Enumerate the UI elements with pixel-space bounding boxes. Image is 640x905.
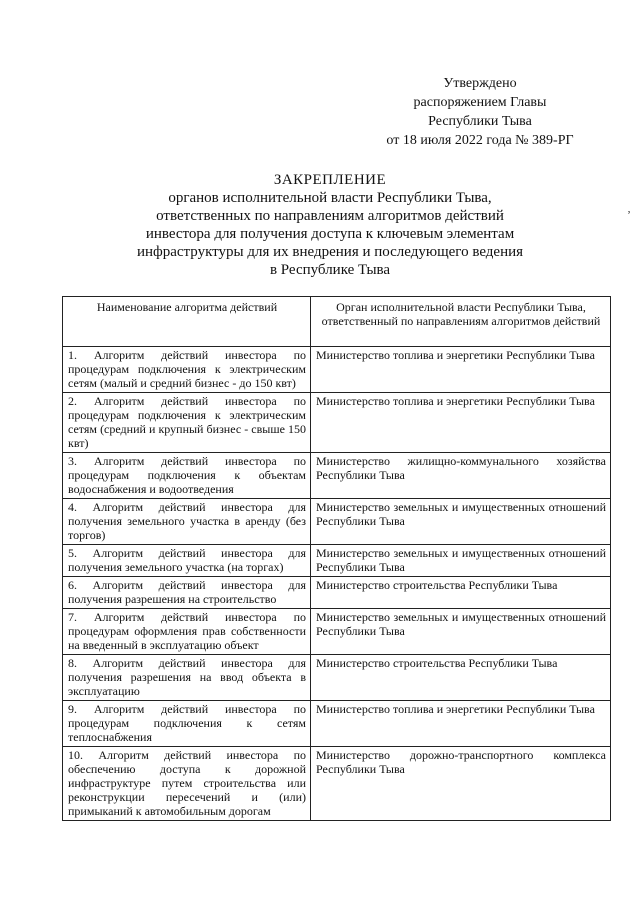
table-header-row: [63, 297, 611, 347]
algorithm-cell: 2. Алгоритм действий инвестора по процедурам подключения к электрическим сетям (средний и крупный бизнес - свыше 150 квт): [63, 393, 311, 453]
algorithm-cell: 1. Алгоритм действий инвестора по процедурам подключения к электрическим сетям (малый и средний бизнес - до 150 квт): [63, 347, 311, 393]
approval-line: распоряжением Главы: [413, 95, 547, 110]
authority-cell: Министерство топлива и энергетики Республики Тыва: [311, 347, 611, 393]
approval-line: Республики Тыва: [428, 114, 532, 129]
algorithm-cell: 9. Алгоритм действий инвестора по процедурам подключения к сетям теплоснабжения: [63, 701, 311, 747]
table-row: [63, 545, 611, 577]
margin-mark: ‚: [627, 201, 631, 215]
algorithm-cell: 4. Алгоритм действий инвестора для получения земельного участка в аренду (без торгов): [63, 499, 311, 545]
algorithm-cell: 10. Алгоритм действий инвестора по обеспечению доступа к дорожной инфраструктуре путем строительства или реконструкции пересечений и (или) примыканий к автомобильным дорогам: [63, 747, 311, 821]
table-row: [63, 655, 611, 701]
heading-line: органов исполнительной власти Республики Тыва,: [168, 190, 492, 206]
table-row: [63, 609, 611, 655]
algorithm-cell: 6. Алгоритм действий инвестора для получения разрешения на строительство: [63, 577, 311, 609]
document-title: ЗАКРЕПЛЕНИЕ: [273, 172, 387, 188]
heading-line: ответственных по направлениям алгоритмов действий: [156, 208, 504, 224]
approval-stamp: [360, 74, 600, 150]
assignment-table: [62, 296, 611, 821]
table-row: [63, 499, 611, 545]
authority-cell: Министерство жилищно-коммунального хозяйства Республики Тыва: [311, 453, 611, 499]
authority-cell: Министерство дорожно-транспортного комплекса Республики Тыва: [311, 747, 611, 821]
heading-line: в Республике Тыва: [269, 262, 391, 278]
table-row: [63, 747, 611, 821]
heading-line: инвестора для получения доступа к ключевым элементам: [145, 226, 515, 242]
authority-cell: Министерство земельных и имущественных отношений Республики Тыва: [311, 609, 611, 655]
algorithm-cell: 3. Алгоритм действий инвестора по процедурам подключения к объектам водоснабжения и водоотведения: [63, 453, 311, 499]
algorithm-cell: 7. Алгоритм действий инвестора по процедурам оформления прав собственности на введенный в эксплуатацию объект: [63, 609, 311, 655]
authority-cell: Министерство земельных и имущественных отношений Республики Тыва: [311, 499, 611, 545]
authority-cell: Министерство топлива и энергетики Республики Тыва: [311, 701, 611, 747]
table-row: [63, 393, 611, 453]
authority-cell: Министерство строительства Республики Тыва: [311, 577, 611, 609]
approval-date-number: от 18 июля 2022 года № 389-РГ: [386, 133, 574, 148]
header-algorithm-name: Наименование алгоритма действий: [63, 297, 311, 347]
approval-line: Утверждено: [443, 76, 517, 91]
table-row: [63, 347, 611, 393]
authority-cell: Министерство земельных и имущественных отношений Республики Тыва: [311, 545, 611, 577]
header-responsible-body: Орган исполнительной власти Республики Тыва, ответственный по направлениям алгоритмов действий: [311, 297, 611, 347]
table-row: [63, 453, 611, 499]
authority-cell: Министерство строительства Республики Тыва: [311, 655, 611, 701]
algorithm-cell: 5. Алгоритм действий инвестора для получения земельного участка (на торгах): [63, 545, 311, 577]
authority-cell: Министерство топлива и энергетики Республики Тыва: [311, 393, 611, 453]
table-row: [63, 701, 611, 747]
algorithm-cell: 8. Алгоритм действий инвестора для получения разрешения на ввод объекта в эксплуатацию: [63, 655, 311, 701]
table-row: [63, 577, 611, 609]
heading-line: инфраструктуры для их внедрения и последующего ведения: [136, 244, 524, 260]
document-heading: [70, 171, 590, 279]
